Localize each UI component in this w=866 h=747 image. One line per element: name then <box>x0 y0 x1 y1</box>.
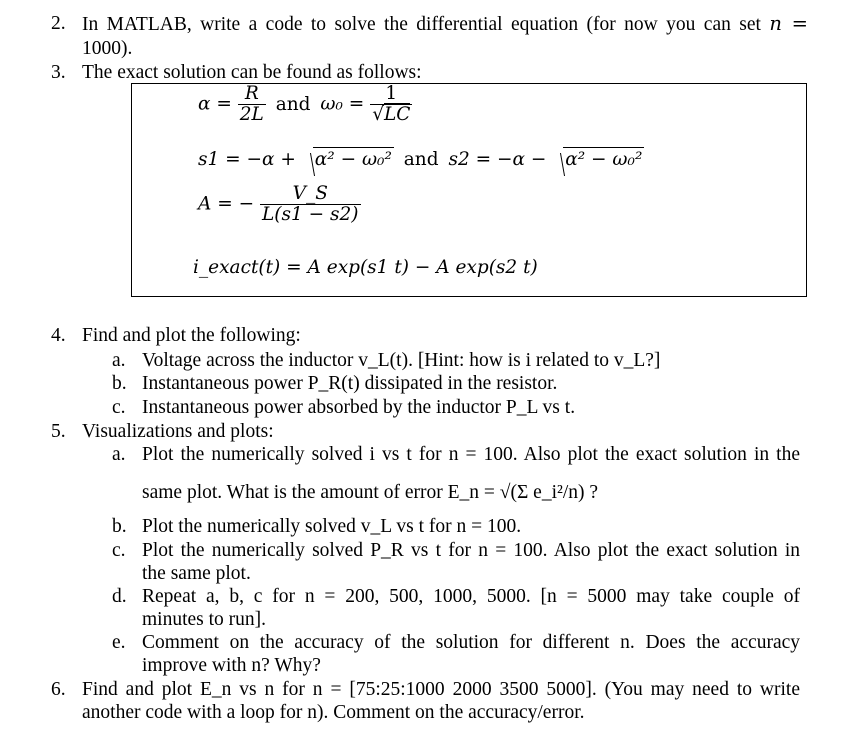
alpha-lhs: α = <box>198 93 232 115</box>
item-5d-line-2: minutes to run]. <box>142 609 267 630</box>
alpha-omega-equation <box>198 84 412 125</box>
omega-lhs: ω₀ = <box>320 93 365 115</box>
item-5-text: Visualizations and plots: <box>82 421 274 442</box>
item-6-line-2: another code with a loop for n). Comment on the accuracy/error. <box>82 702 585 723</box>
A-denominator: L(s1 − s2) <box>262 204 359 225</box>
and-1: and <box>275 93 311 115</box>
item-3-text: The exact solution can be found as follows: <box>82 62 422 83</box>
item-5b-text: Plot the numerically solved v_L vs t for n = 100. <box>142 516 522 537</box>
omega-fraction <box>370 84 412 125</box>
i-exact-equation: i_exact(t) = A exp(s1 t) − A exp(s2 t) <box>193 257 538 278</box>
and-2: and <box>403 149 439 170</box>
s2-lhs: s2 = −α − <box>448 149 547 170</box>
alpha-fraction <box>238 84 266 125</box>
item-5e-label: e. <box>112 632 126 653</box>
n-equals: n = <box>769 12 808 35</box>
s2-sqrt <box>552 147 644 170</box>
s1-s2-equation <box>198 147 644 170</box>
item-2-line-2: 1000). <box>82 38 133 59</box>
item-6-number: 6. <box>51 679 66 700</box>
alpha-denominator: 2L <box>239 104 264 125</box>
item-4a-text: Voltage across the inductor v_L(t). [Hint: how is i related to v_L?] <box>142 350 661 371</box>
item-5d-line-1: Repeat a, b, c for n = 200, 500, 1000, 5000. [n = 5000 may take couple of <box>142 586 800 607</box>
s1-radicand: α² − ω₀² <box>314 149 392 170</box>
s2-radicand: α² − ω₀² <box>565 149 643 170</box>
item-4-text: Find and plot the following: <box>82 325 301 346</box>
item-3-number: 3. <box>51 62 66 83</box>
item-5c-label: c. <box>112 540 126 561</box>
item-4b-text: Instantaneous power P_R(t) dissipated in the resistor. <box>142 373 558 394</box>
omega-denominator: √LC <box>372 104 411 125</box>
omega-denominator-radicand: LC <box>383 104 411 125</box>
s1-lhs: s1 = −α + <box>198 149 296 170</box>
item-4c-text: Instantaneous power absorbed by the inductor P_L vs t. <box>142 397 576 418</box>
item-5e-line-2: improve with n? Why? <box>142 655 321 676</box>
A-numerator: V_S <box>260 184 361 205</box>
item-5e-line-1: Comment on the accuracy of the solution for different n. Does the accuracy <box>142 632 800 653</box>
omega-numerator: 1 <box>370 84 412 105</box>
item-2-number: 2. <box>51 13 66 34</box>
item-2-line-1: In MATLAB, write a code to solve the differential equation (for now you can set n = <box>82 12 808 35</box>
item-6-line-1: Find and plot E_n vs n for n = [75:25:1000 2000 3500 5000]. (You may need to write <box>82 679 800 700</box>
s1-sqrt <box>302 147 394 170</box>
item-4b-label: b. <box>112 373 127 394</box>
A-equation <box>198 184 361 225</box>
A-lhs: A = − <box>198 193 255 215</box>
alpha-numerator: R <box>238 84 266 105</box>
item-5-number: 5. <box>51 421 66 442</box>
item-4a-label: a. <box>112 350 126 371</box>
item-5c-line-2: the same plot. <box>142 563 251 584</box>
item-4-number: 4. <box>51 325 66 346</box>
item-5b-label: b. <box>112 516 127 537</box>
item-5d-label: d. <box>112 586 127 607</box>
item-5a-line-2: same plot. What is the amount of error E_n = √(Σ e_i²/n) ? <box>142 482 599 503</box>
item-4c-label: c. <box>112 397 126 418</box>
item-5a-label: a. <box>112 444 126 465</box>
item-5c-line-1: Plot the numerically solved P_R vs t for n = 100. Also plot the exact solution in <box>142 540 800 561</box>
item-5a-line-1: Plot the numerically solved i vs t for n = 100. Also plot the exact solution in the <box>142 444 800 465</box>
A-fraction <box>260 184 361 225</box>
